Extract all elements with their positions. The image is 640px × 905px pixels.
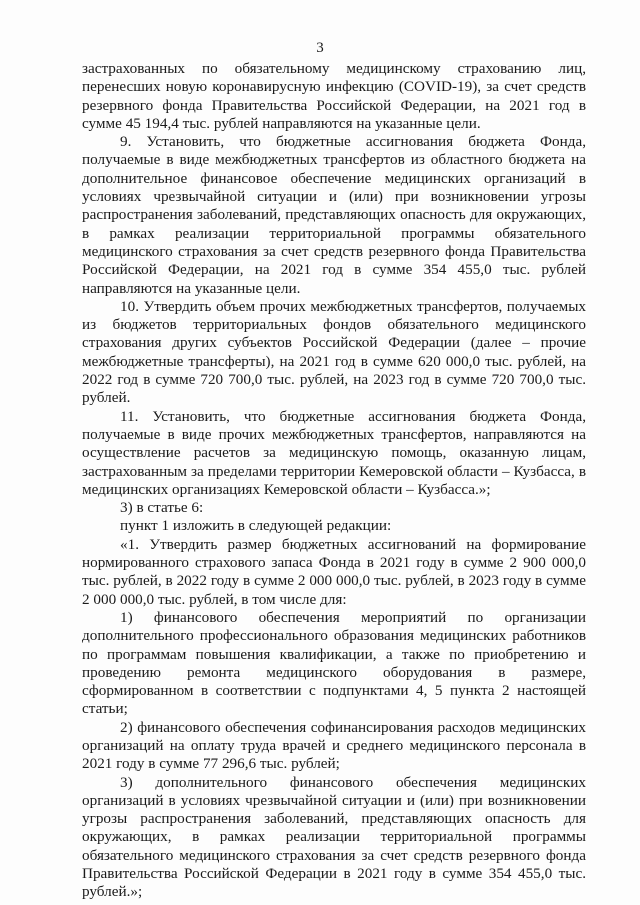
paragraph-article-6: 3) в статье 6: bbox=[120, 499, 204, 517]
paragraph-subpoint-3: 3) дополнительного финансового обеспечения медицинских организаций в условиях чрезвычайной ситуации и (или) при возникновении угрозы распространения заболеваний, представляющих опасность для окружающих, в рамках реализации территориальной программы обязательного медицинского страхования за счет средств резервного фонда Правительства Российской Федерации в 2021 году в сумме 354 455,0 тыс. рублей.»; bbox=[82, 773, 586, 901]
paragraph-point-1-intro: пункт 1 изложить в следующей редакции: bbox=[120, 517, 392, 535]
paragraph-item-10: 10. Утвердить объем прочих межбюджетных трансфертов, получаемых из бюджетов территориальных фондов обязательного медицинского страхования других субъектов Российской Федерации (далее – прочие межбюджетные трансферты), на 2021 год в сумме 620 000,0 тыс. рублей, на 2022 год в сумме 720 700,0 тыс. рублей, на 2023 год в сумме 720 700,0 тыс. рублей. bbox=[82, 297, 586, 407]
paragraph-item-11: 11. Установить, что бюджетные ассигнования бюджета Фонда, получаемые в виде прочих межбюджетных трансфертов, направляются на осуществление расчетов за медицинскую помощь, оказанную лицам, застрахованным за пределами территории Кемеровской области – Кузбасса, в медицинских организациях Кемеровской области – Кузбасса.»; bbox=[82, 407, 586, 498]
paragraph-subpoint-1: 1) финансового обеспечения мероприятий по организации дополнительного профессионального образования медицинских работников по программам повышения квалификации, а также по приобретению и проведению ремонта медицинского оборудования в размере, сформированном в соответствии с подпунктами 4, 5 пункта 2 настоящей статьи; bbox=[82, 608, 586, 718]
paragraph-item-9: 9. Установить, что бюджетные ассигнования бюджета Фонда, получаемые в виде межбюджетных трансфертов из областного бюджета на дополнительное финансовое обеспечение медицинских организаций в условиях чрезвычайной ситуации и (или) при возникновении угрозы распространения заболеваний, представляющих опасность для окружающих, в рамках реализации территориальной программы обязательного медицинского страхования за счет средств резервного фонда Правительства Российской Федерации, на 2021 год в сумме 354 455,0 тыс. рублей направляются на указанные цели. bbox=[82, 133, 586, 297]
paragraph-subpoint-2: 2) финансового обеспечения софинансирования расходов медицинских организаций на оплату труда врачей и среднего медицинского персонала в 2021 году в сумме 77 296,6 тыс. рублей; bbox=[82, 718, 586, 773]
document-body bbox=[82, 60, 586, 902]
paragraph-point-1: «1. Утвердить размер бюджетных ассигнований на формирование нормированного страхового запаса Фонда в 2021 году в сумме 2 900 000,0 тыс. рублей, в 2022 году в сумме 2 000 000,0 тыс. рублей, в 2023 году в сумме 2 000 000,0 тыс. рублей, в том числе для: bbox=[82, 535, 586, 608]
page-number: 3 bbox=[316, 40, 324, 56]
paragraph-covid-funds: застрахованных по обязательному медицинскому страхованию лиц, перенесших новую коронавирусную инфекцию (COVID-19), за счет средств резервного фонда Правительства Российской Федерации, на 2021 год в сумме 45 194,4 тыс. рублей направляются на указанные цели. bbox=[82, 60, 586, 132]
